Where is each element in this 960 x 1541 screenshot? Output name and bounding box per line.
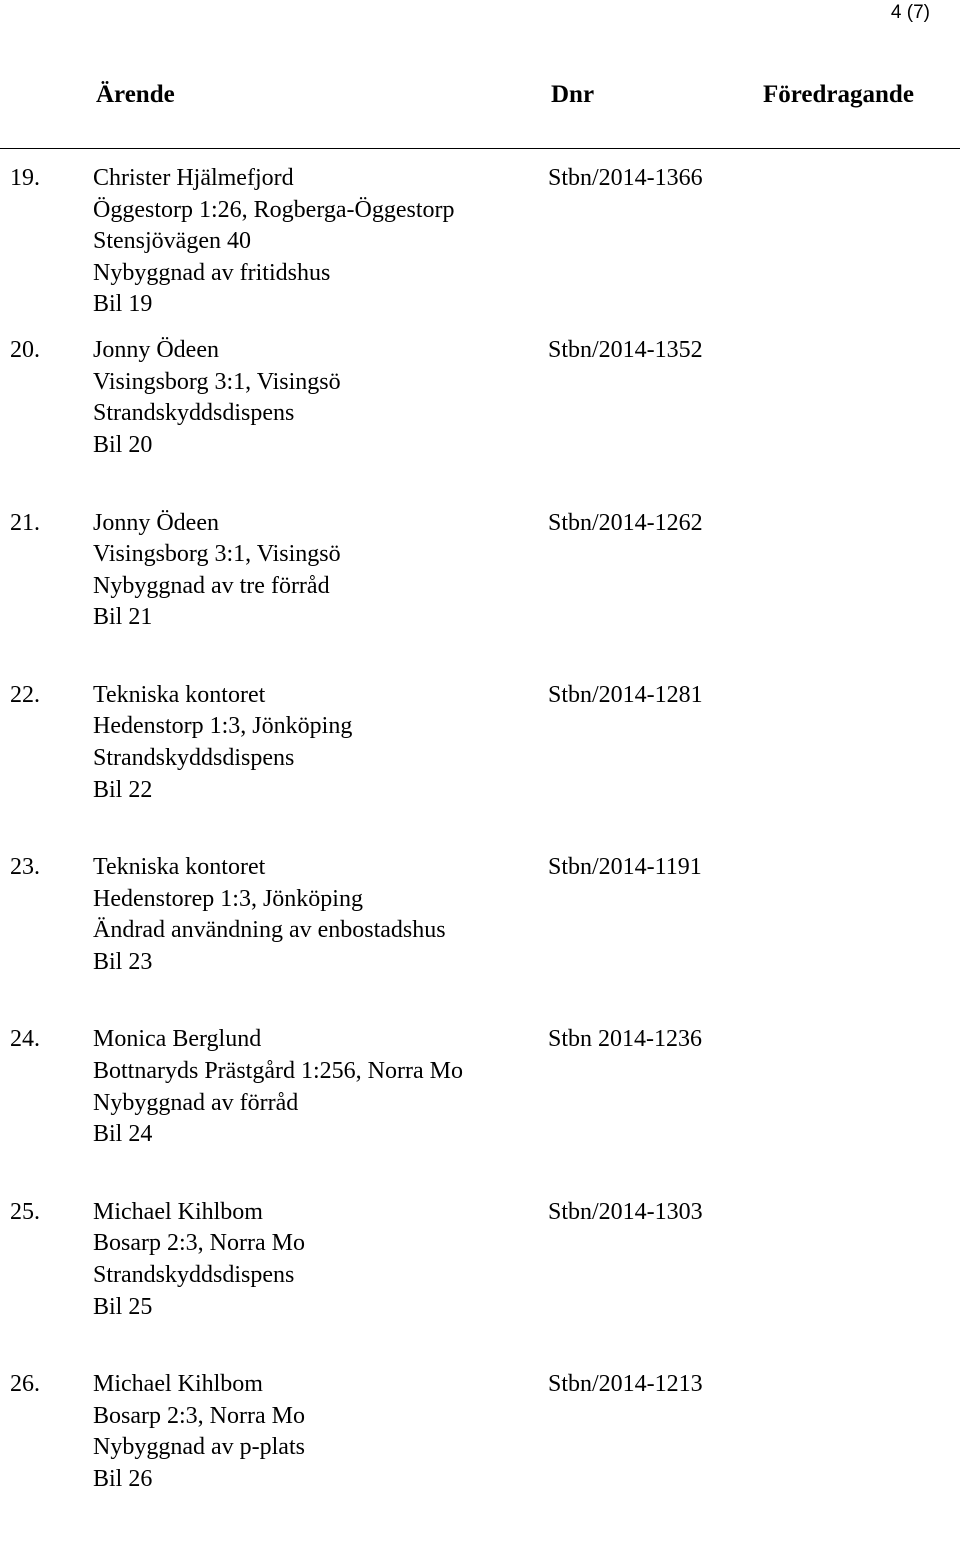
page-number: 4 (7) xyxy=(890,2,930,23)
item-attachment: Bil 21 xyxy=(93,604,153,631)
item-matter: Ändrad användning av enbostadshus xyxy=(93,917,446,944)
agenda-item xyxy=(0,508,960,635)
item-dnr: Stbn 2014-1236 xyxy=(548,1026,703,1053)
item-attachment: Bil 24 xyxy=(93,1121,153,1148)
item-number: 22. xyxy=(10,681,40,708)
item-attachment: Bil 19 xyxy=(93,291,153,318)
item-property: Hedenstorp 1:3, Jönköping xyxy=(93,713,353,740)
item-attachment: Bil 22 xyxy=(93,776,153,803)
item-property: Bottnaryds Prästgård 1:256, Norra Mo xyxy=(93,1058,463,1085)
item-applicant: Michael Kihlbom xyxy=(93,1198,263,1225)
agenda-items xyxy=(0,163,960,1541)
header-arende: Ärende xyxy=(96,81,175,108)
item-applicant: Christer Hjälmefjord xyxy=(93,165,294,191)
header-dnr: Dnr xyxy=(551,81,595,108)
item-details xyxy=(93,680,352,806)
item-address: Stensjövägen 40 xyxy=(93,228,251,255)
item-matter: Nybyggnad av p-plats xyxy=(93,1434,305,1461)
agenda-item xyxy=(0,335,960,462)
item-dnr: Stbn/2014-1281 xyxy=(548,681,703,708)
item-number: 21. xyxy=(10,509,40,536)
item-matter: Nybyggnad av tre förråd xyxy=(93,572,330,599)
item-details xyxy=(93,335,341,461)
item-applicant: Tekniska kontoret xyxy=(93,681,266,708)
item-property: Visingsborg 3:1, Visingsö xyxy=(93,368,341,395)
agenda-item xyxy=(0,1197,960,1324)
item-attachment: Bil 20 xyxy=(93,432,153,459)
item-applicant: Tekniska kontoret xyxy=(93,854,266,881)
item-number: 25. xyxy=(10,1198,40,1225)
item-attachment: Bil 26 xyxy=(93,1465,153,1492)
agenda-item xyxy=(0,1024,960,1151)
item-property: Bosarp 2:3, Norra Mo xyxy=(93,1402,305,1429)
item-matter: Nybyggnad av fritidshus xyxy=(93,259,331,286)
item-attachment: Bil 23 xyxy=(93,948,153,975)
item-details xyxy=(93,1369,305,1495)
item-applicant: Monica Berglund xyxy=(93,1026,262,1053)
header-foredragande: Föredragande xyxy=(763,81,914,108)
item-property: Visingsborg 3:1, Visingsö xyxy=(93,541,341,568)
item-property: Bosarp 2:3, Norra Mo xyxy=(93,1230,305,1257)
item-property: Hedenstorep 1:3, Jönköping xyxy=(93,885,363,912)
item-number: 23. xyxy=(10,854,40,881)
item-applicant: Jonny Ödeen xyxy=(93,337,219,364)
agenda-item xyxy=(0,163,960,318)
item-applicant: Michael Kihlbom xyxy=(93,1371,263,1398)
agenda-item xyxy=(0,852,960,979)
item-matter: Strandskyddsdispens xyxy=(93,400,295,427)
item-details xyxy=(93,163,455,321)
item-dnr: Stbn/2014-1352 xyxy=(548,337,703,364)
item-dnr: Stbn/2014-1213 xyxy=(548,1371,703,1398)
item-number: 20. xyxy=(10,337,40,364)
item-dnr: Stbn/2014-1303 xyxy=(548,1198,703,1225)
item-number: 26. xyxy=(10,1371,40,1398)
item-details xyxy=(93,1197,305,1323)
item-number: 19. xyxy=(10,165,40,191)
item-dnr: Stbn/2014-1366 xyxy=(548,165,703,191)
item-applicant: Jonny Ödeen xyxy=(93,509,219,536)
item-details xyxy=(93,1024,463,1150)
item-dnr: Stbn/2014-1262 xyxy=(548,509,703,536)
item-property: Öggestorp 1:26, Rogberga-Öggestorp xyxy=(93,196,455,223)
agenda-item xyxy=(0,1369,960,1496)
item-matter: Strandskyddsdispens xyxy=(93,1261,295,1288)
item-attachment: Bil 25 xyxy=(93,1293,153,1320)
item-number: 24. xyxy=(10,1026,40,1053)
item-matter: Nybyggnad av förråd xyxy=(93,1089,299,1116)
item-details xyxy=(93,508,341,634)
agenda-item xyxy=(0,680,960,807)
agenda-header xyxy=(0,78,960,112)
item-details xyxy=(93,852,446,978)
item-dnr: Stbn/2014-1191 xyxy=(548,854,702,881)
item-matter: Strandskyddsdispens xyxy=(93,745,295,772)
header-divider xyxy=(0,148,960,149)
